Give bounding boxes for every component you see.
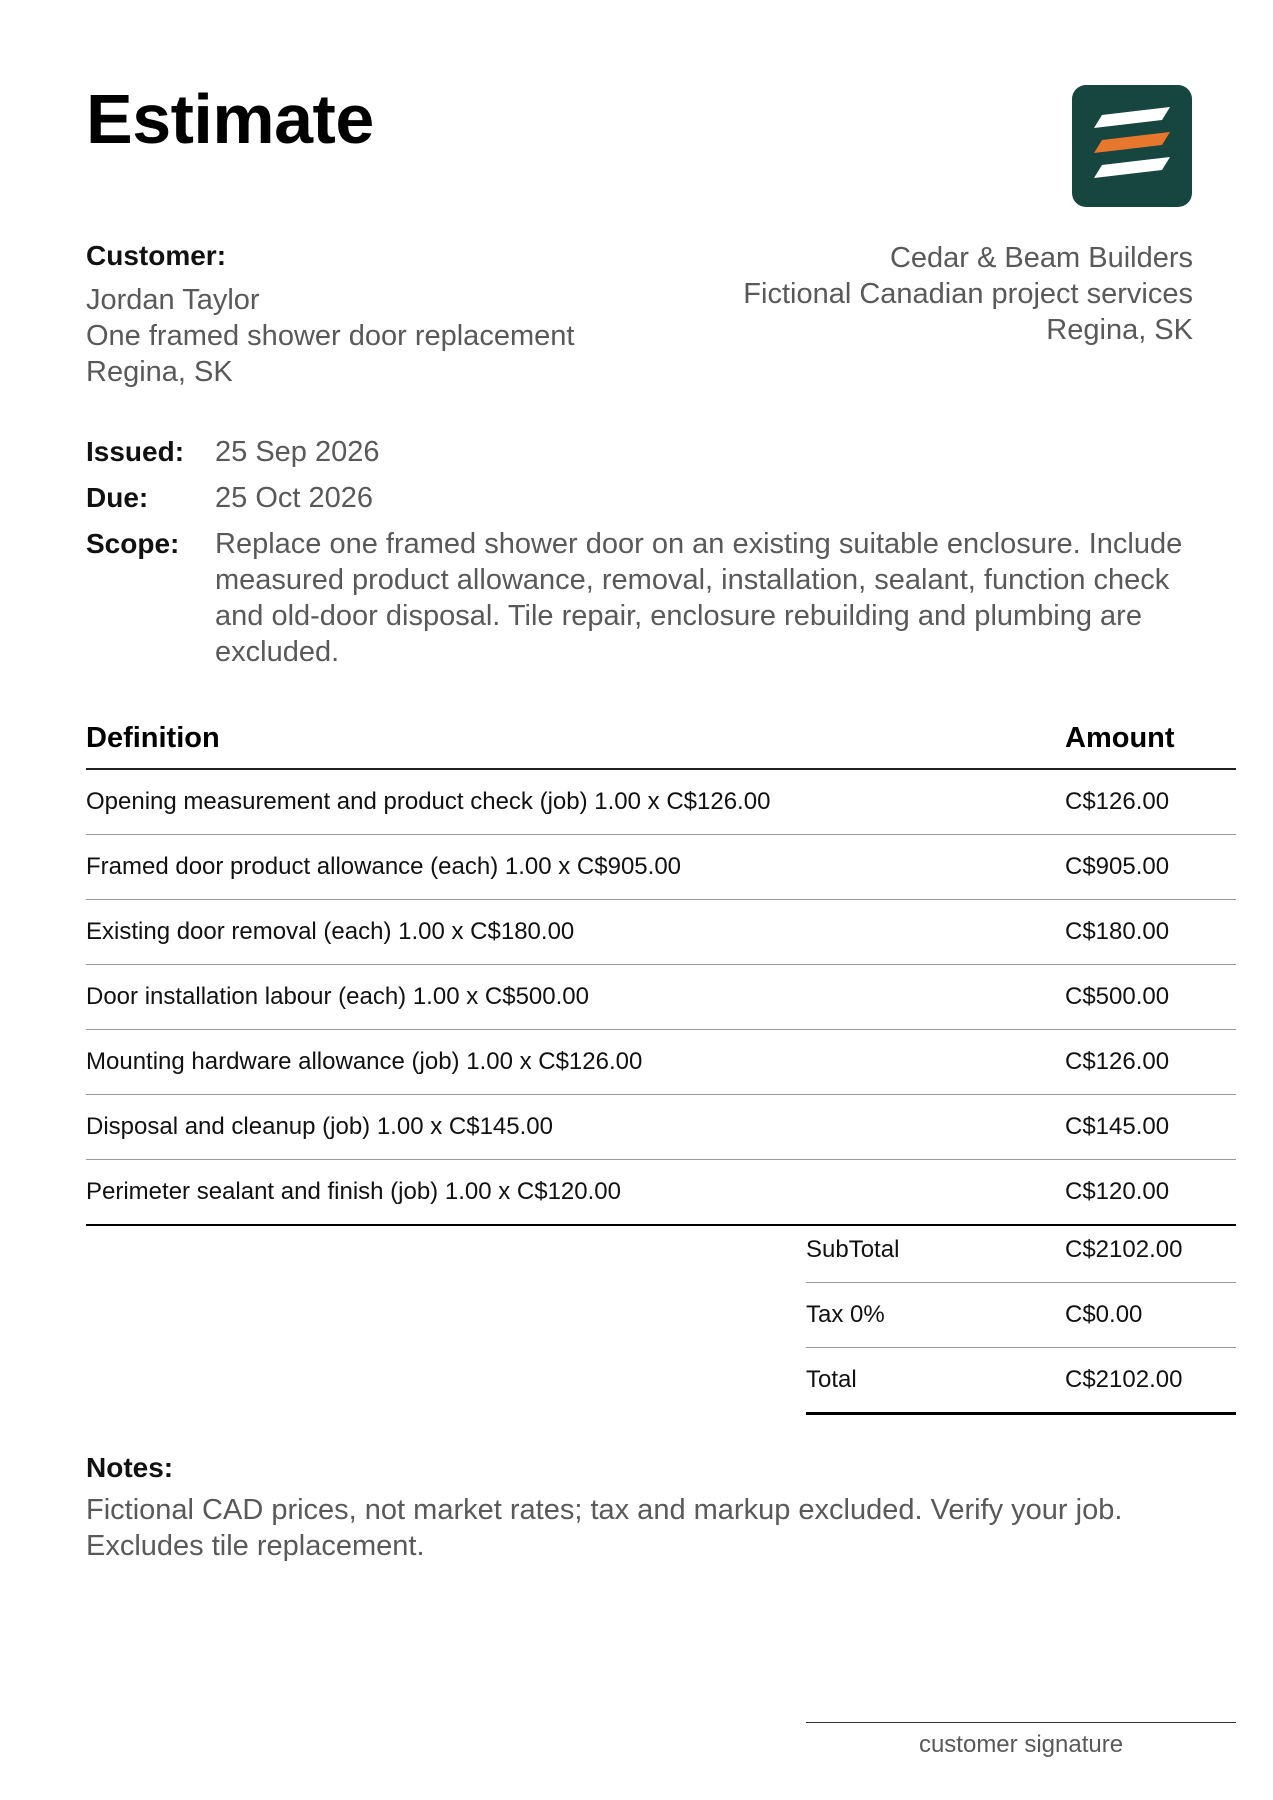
scope-label: Scope: [86, 528, 180, 559]
table-row [86, 1160, 1236, 1226]
company-location: Regina, SK [1046, 314, 1193, 346]
tax-row [806, 1283, 1236, 1348]
page-title: Estimate [86, 80, 374, 158]
company-block [743, 240, 1193, 348]
table-row [86, 835, 1236, 900]
amount-header: Amount [1065, 722, 1175, 754]
table-row [86, 1095, 1236, 1160]
item-definition: Opening measurement and product check (job) 1.00 x C$126.00 [86, 788, 771, 815]
item-amount: C$500.00 [1065, 983, 1170, 1010]
notes-block [86, 1452, 1216, 1564]
item-amount: C$180.00 [1065, 918, 1170, 945]
item-amount: C$126.00 [1065, 788, 1170, 815]
issued-date: 25 Sep 2026 [215, 436, 380, 468]
tax-value: C$0.00 [1065, 1301, 1143, 1328]
estimate-meta [86, 434, 1196, 680]
customer-label: Customer: [86, 240, 227, 271]
customer-name: Jordan Taylor [86, 284, 260, 316]
table-row [86, 1030, 1236, 1095]
notes-line: Fictional CAD prices, not market rates; tax and markup excluded. Verify your job. [86, 1494, 1123, 1526]
customer-location: Regina, SK [86, 356, 233, 388]
item-amount: C$120.00 [1065, 1178, 1170, 1205]
definition-header: Definition [86, 722, 220, 754]
item-amount: C$145.00 [1065, 1113, 1170, 1140]
signature-label: customer signature [918, 1731, 1124, 1758]
total-value: C$2102.00 [1065, 1366, 1183, 1393]
table-row [86, 770, 1236, 835]
item-definition: Existing door removal (each) 1.00 x C$180.00 [86, 918, 575, 945]
scope-row [86, 526, 1196, 670]
signature-line[interactable] [806, 1722, 1236, 1723]
subtotal-label: SubTotal [806, 1236, 900, 1263]
item-definition: Perimeter sealant and finish (job) 1.00 x C$120.00 [86, 1178, 621, 1205]
item-amount: C$905.00 [1065, 853, 1170, 880]
table-header [86, 722, 1236, 770]
table-row [86, 900, 1236, 965]
due-row [86, 480, 1196, 516]
company-name: Cedar & Beam Builders [889, 242, 1193, 274]
customer-block [86, 240, 574, 390]
total-label: Total [806, 1366, 857, 1393]
company-tagline: Fictional Canadian project services [743, 278, 1193, 310]
stacked-planks-logo-icon [1072, 85, 1192, 207]
item-definition: Door installation labour (each) 1.00 x C$500.00 [86, 983, 589, 1010]
item-definition: Mounting hardware allowance (job) 1.00 x C$126.00 [86, 1048, 643, 1075]
company-logo [1072, 85, 1192, 207]
due-label: Due: [86, 482, 149, 513]
subtotal-row [806, 1218, 1236, 1283]
line-items-table [86, 722, 1236, 1226]
customer-project: One framed shower door replacement [86, 320, 575, 352]
total-row [806, 1348, 1236, 1415]
scope-text: Replace one framed shower door on an existing suitable enclosure. Include measured product allowance, removal, installation, sealant, function check and old-door disposal. Tile repair, enclosure rebuilding and plumbing are excluded. [215, 528, 1183, 668]
item-amount: C$126.00 [1065, 1048, 1170, 1075]
notes-line: Excludes tile replacement. [86, 1530, 425, 1562]
tax-label: Tax 0% [806, 1301, 885, 1328]
due-date: 25 Oct 2026 [215, 482, 373, 514]
item-definition: Framed door product allowance (each) 1.00 x C$905.00 [86, 853, 682, 880]
issued-label: Issued: [86, 436, 185, 467]
item-definition: Disposal and cleanup (job) 1.00 x C$145.00 [86, 1113, 553, 1140]
table-row [86, 965, 1236, 1030]
subtotal-value: C$2102.00 [1065, 1236, 1183, 1263]
issued-row [86, 434, 1196, 470]
totals-table [806, 1218, 1236, 1415]
notes-label: Notes: [86, 1452, 174, 1483]
